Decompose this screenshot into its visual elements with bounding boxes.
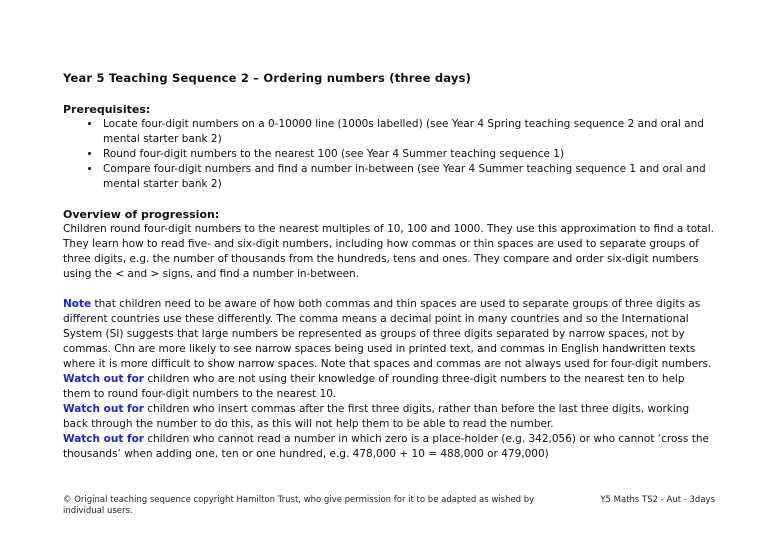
prerequisites-list (63, 117, 715, 192)
list-item: • Round four-digit numbers to the nearest 100 (see Year 4 Summer teaching sequence 1) (101, 147, 715, 162)
watch-out-text: children who are not using their knowledge of rounding three-digit numbers to the nearest ten to help them to round four-digit numbers to the nearest 10. (63, 373, 685, 400)
page-footer (63, 495, 715, 517)
page-content (63, 71, 715, 462)
note-label: Note (63, 298, 92, 310)
watch-out-text: children who cannot read a number in which zero is a place-holder (e.g. 342,056) or who cannot ‘cross the thousands’ when adding one, ten or one hundred, e.g. 478,000 + 10 = 488,000 or 479,000) (63, 433, 709, 460)
prerequisites-heading: Prerequisites: (63, 103, 151, 116)
watch-out-label: Watch out for (63, 403, 144, 415)
watch-out-paragraph (63, 432, 715, 462)
list-item: • Locate four-digit numbers on a 0-10000 line (1000s labelled) (see Year 4 Spring teaching sequence 2 and oral and mental starter bank 2) (101, 117, 715, 147)
document-reference: Y5 Maths TS2 - Aut - 3days (600, 495, 715, 505)
watch-out-label: Watch out for (63, 373, 144, 385)
watch-out-label: Watch out for (63, 433, 144, 445)
note-text: that children need to be aware of how both commas and thin spaces are used to separate groups of three digits as different countries use these differently. The comma means a decimal point in many countries and so the International System (SI) suggests that large numbers be represented as groups of three digits separated by narrow spaces, not by commas. Chn are more likely to see narrow spaces being used in printed text, and commas in English handwritten texts where it is more difficult to show narrow spaces. Note that spaces and commas are not always used for four-digit numbers. (63, 298, 712, 370)
note-paragraph (63, 297, 715, 372)
notes-section (63, 297, 715, 462)
watch-out-paragraph (63, 402, 715, 432)
watch-out-text: children who insert commas after the first three digits, rather than before the last three digits, working back through the number to do this, as this will not help them to be able to read the number. (63, 403, 690, 430)
page-title: Year 5 Teaching Sequence 2 – Ordering numbers (three days) (63, 71, 472, 85)
overview-section (63, 207, 715, 282)
overview-heading: Overview of progression: (63, 208, 220, 221)
watch-out-paragraph (63, 372, 715, 402)
copyright-text: © Original teaching sequence copyright Hamilton Trust, who give permission for it to be adapted as wished by individual users. (63, 495, 535, 516)
list-item: • Compare four-digit numbers and find a number in-between (see Year 4 Summer teaching sequence 1 and oral and mental starter bank 2) (101, 162, 715, 192)
overview-paragraph: Children round four-digit numbers to the nearest multiples of 10, 100 and 1000. They use this approximation to find a total. They learn how to read five- and six-digit numbers, including how commas or thin spaces are used to separate groups of three digits, e.g. the number of thousands from the hundreds, tens and ones. They compare and order six-digit numbers using the < and > signs, and find a number in-between. (63, 223, 714, 280)
